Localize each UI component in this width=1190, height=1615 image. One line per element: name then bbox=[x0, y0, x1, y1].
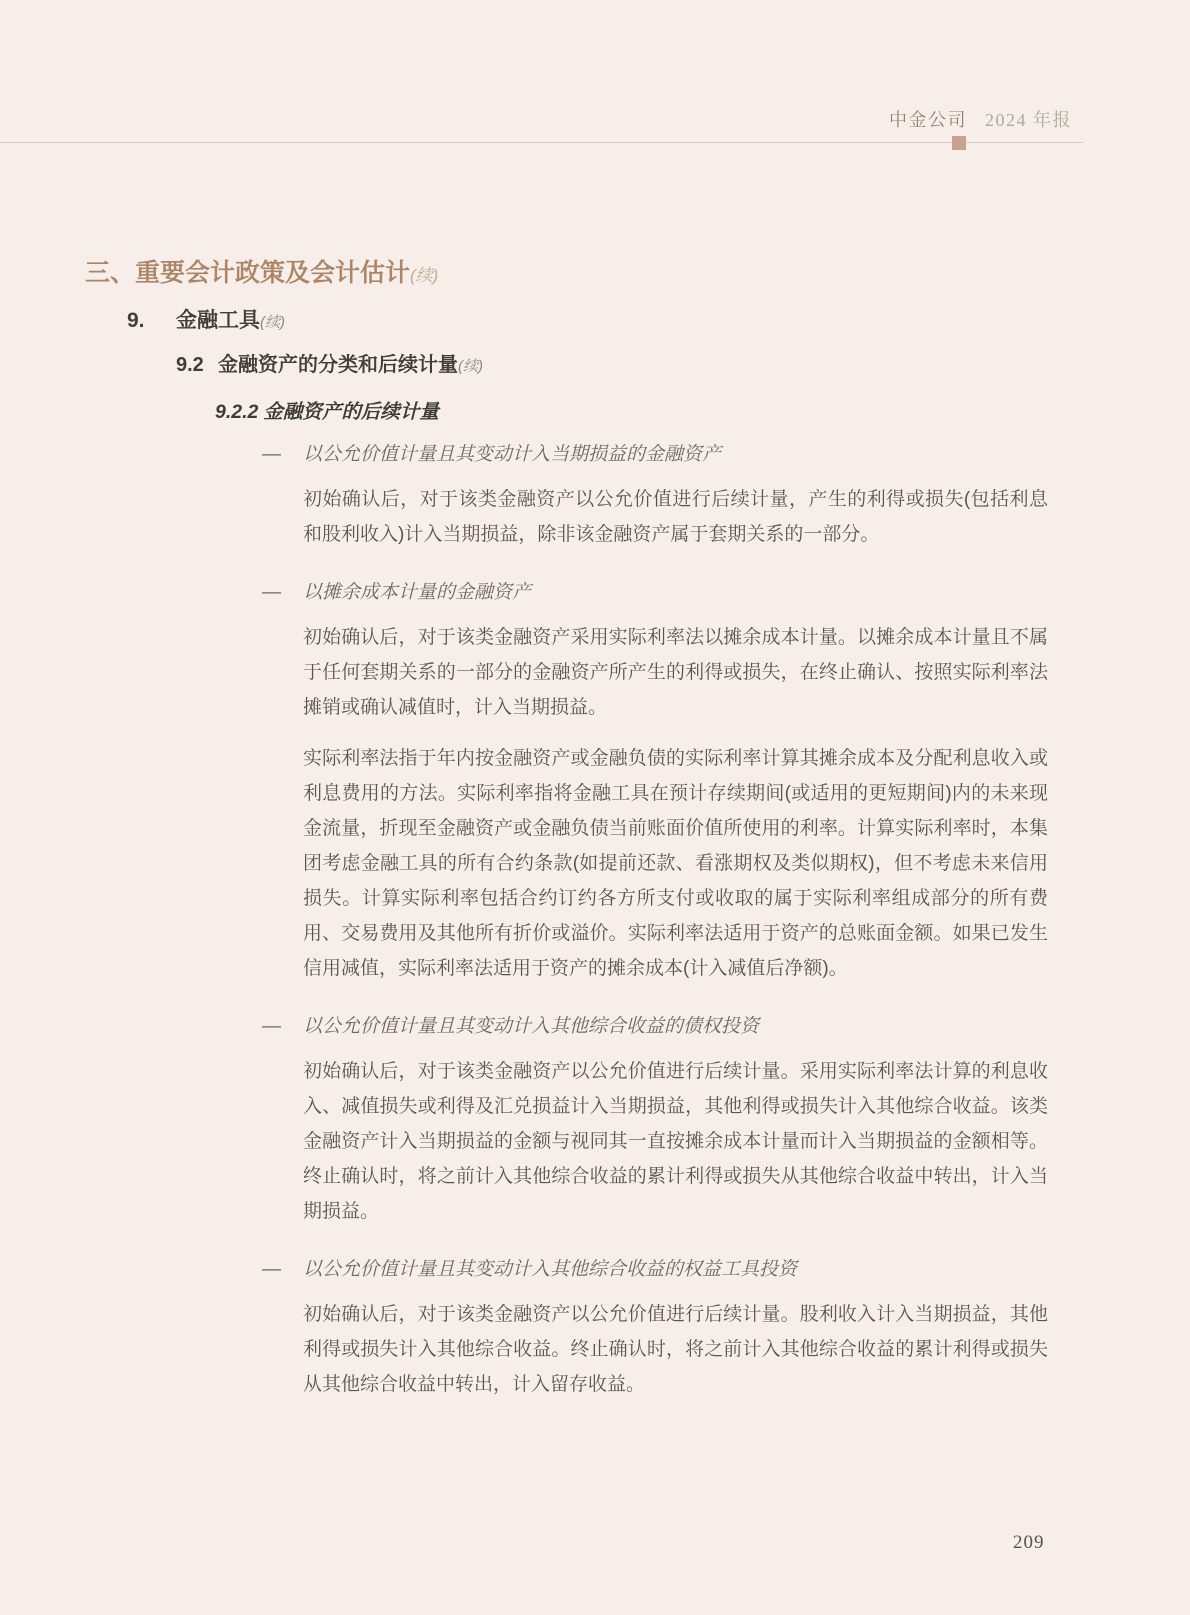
section-9-heading bbox=[127, 307, 1190, 337]
list-item bbox=[262, 1014, 1048, 1229]
item-paragraph: 初始确认后，对于该类金融资产以公允价值进行后续计量。采用实际利率法计算的利息收入、减值损失或利得及汇兑损益计入当期损益，其他利得或损失计入其他综合收益。该类金融资产计入当期损益的金额与视同其一直按摊余成本计量而计入当期损益的金额相等。终止确认时，将之前计入其他综合收益的累计利得或损失从其他综合收益中转出，计入当期损益。 bbox=[303, 1061, 1048, 1222]
section-title-text: 金融工具 bbox=[176, 309, 260, 332]
dash-bullet: — bbox=[262, 1259, 281, 1280]
subsection-title-suffix: (续) bbox=[458, 358, 483, 375]
subsubsection-title-text: 金融资产的后续计量 bbox=[263, 401, 439, 423]
page-header bbox=[889, 106, 1072, 132]
item-heading bbox=[262, 1257, 1048, 1283]
subsection-number: 9.2 bbox=[176, 354, 204, 376]
section-title bbox=[176, 307, 285, 337]
section-title-suffix: (续) bbox=[260, 314, 285, 331]
item-heading bbox=[262, 580, 1048, 606]
item-heading-text: 以摊余成本计量的金融资产 bbox=[303, 582, 532, 603]
subsubsection-number: 9.2.2 bbox=[215, 401, 259, 423]
item-heading bbox=[262, 1014, 1048, 1040]
header-square-ornament bbox=[952, 136, 966, 150]
item-paragraph: 初始确认后，对于该类金融资产以公允价值进行后续计量。股利收入计入当期损益，其他利得或损失计入其他综合收益。终止确认时，将之前计入其他综合收益的累计利得或损失从其他综合收益中转出，计入留存收益。 bbox=[303, 1304, 1048, 1395]
chapter-title bbox=[85, 258, 1190, 291]
subsection-9-2-heading bbox=[176, 351, 1190, 381]
item-paragraph: 初始确认后，对于该类金融资产以公允价值进行后续计量，产生的利得或损失(包括利息和股利收入)计入当期损益，除非该金融资产属于套期关系的一部分。 bbox=[303, 489, 1048, 545]
item-heading-text: 以公允价值计量且其变动计入当期损益的金融资产 bbox=[303, 444, 722, 465]
item-heading bbox=[262, 442, 1048, 468]
item-paragraph: 实际利率法指于年内按金融资产或金融负债的实际利率计算其摊余成本及分配利息收入或利息费用的方法。实际利率指将金融工具在预计存续期间(或适用的更短期间)内的未来现金流量，折现至金融资产或金融负债当前账面价值所使用的利率。计算实际利率时，本集团考虑金融工具的所有合约条款(如提前还款、看涨期权及类似期权)，但不考虑未来信用损失。计算实际利率包括合约订约各方所支付或收取的属于实际利率组成部分的所有费用、交易费用及其他所有折价或溢价。实际利率法适用于资产的总账面金额。如果已发生信用减值，实际利率法适用于资产的摊余成本(计入减值后净额)。 bbox=[303, 748, 1048, 979]
subsection-title bbox=[218, 351, 483, 381]
list-item bbox=[262, 1257, 1048, 1402]
chapter-title-text: 三、重要会计政策及会计估计 bbox=[85, 259, 411, 287]
header-rule bbox=[0, 142, 1083, 143]
item-paragraph: 初始确认后，对于该类金融资产采用实际利率法以摊余成本计量。以摊余成本计量且不属于任何套期关系的一部分的金融资产所产生的利得或损失，在终止确认、按照实际利率法摊销或确认减值时，计入当期损益。 bbox=[303, 627, 1048, 718]
company-name: 中金公司 bbox=[889, 110, 967, 130]
item-heading-text: 以公允价值计量且其变动计入其他综合收益的权益工具投资 bbox=[303, 1259, 798, 1280]
subsubsection-9-2-2-heading bbox=[215, 396, 1190, 424]
list-item bbox=[262, 442, 1048, 552]
subsection-title-text: 金融资产的分类和后续计量 bbox=[218, 354, 458, 376]
item-heading-text: 以公允价值计量且其变动计入其他综合收益的债权投资 bbox=[303, 1016, 760, 1037]
items-list bbox=[262, 442, 1048, 1402]
dash-bullet: — bbox=[262, 444, 281, 465]
dash-bullet: — bbox=[262, 1016, 281, 1037]
chapter-title-suffix: (续) bbox=[410, 266, 439, 285]
report-year: 2024 年报 bbox=[985, 110, 1072, 130]
section-number: 9. bbox=[127, 309, 145, 332]
dash-bullet: — bbox=[262, 582, 281, 603]
page-number: 209 bbox=[1013, 1532, 1045, 1553]
list-item bbox=[262, 580, 1048, 986]
